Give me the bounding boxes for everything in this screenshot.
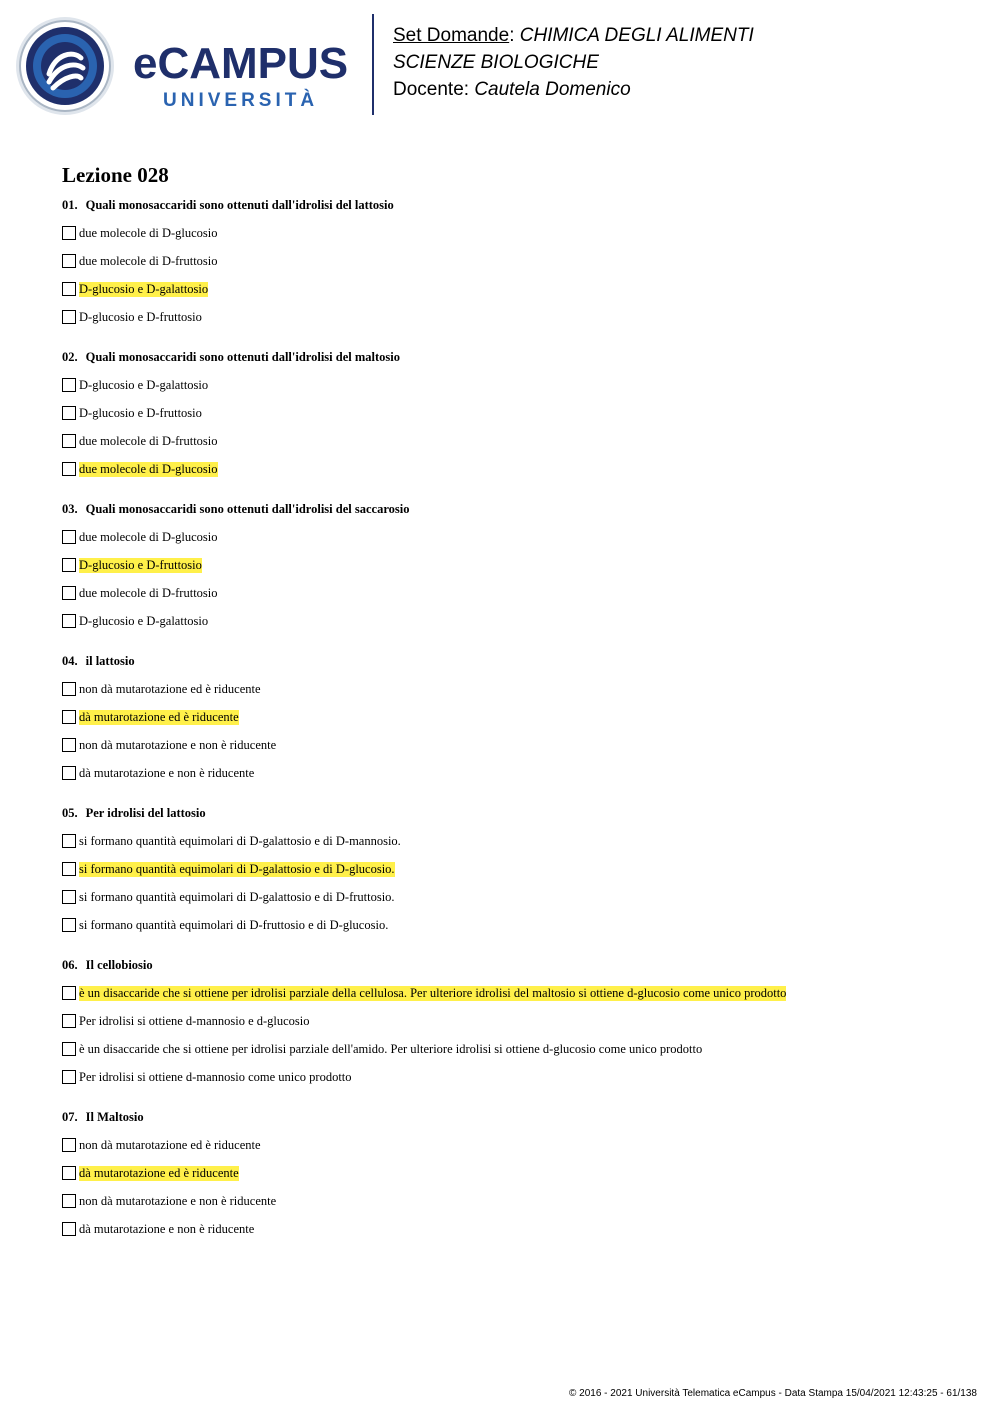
question-text: Per idrolisi del lattosio	[85, 806, 206, 820]
answer-text: D-glucosio e D-galattosio	[79, 377, 209, 392]
question-text: Il cellobiosio	[85, 958, 153, 972]
answer-option[interactable]	[62, 883, 962, 911]
answer-checkbox[interactable]	[62, 282, 76, 296]
answer-checkbox[interactable]	[62, 558, 76, 572]
question-title	[62, 652, 962, 670]
question-number: 06.	[62, 958, 78, 972]
answer-checkbox[interactable]	[62, 1070, 76, 1084]
answer-text-correct: D-glucosio e D-fruttosio	[79, 557, 202, 572]
answer-text: non dà mutarotazione ed è riducente	[79, 1137, 261, 1152]
question-title	[62, 348, 962, 366]
answer-checkbox[interactable]	[62, 1222, 76, 1236]
answer-checkbox[interactable]	[62, 226, 76, 240]
set-line	[393, 22, 754, 49]
answer-option[interactable]	[62, 827, 962, 855]
answer-checkbox[interactable]	[62, 682, 76, 696]
ecampus-wordmark-logo	[133, 40, 358, 115]
answer-option[interactable]	[62, 427, 962, 455]
answer-checkbox[interactable]	[62, 614, 76, 628]
question-text: Quali monosaccaridi sono ottenuti dall'idrolisi del lattosio	[85, 198, 394, 212]
answer-checkbox[interactable]	[62, 1138, 76, 1152]
answer-option[interactable]	[62, 1035, 962, 1063]
question-title	[62, 500, 962, 518]
answer-option[interactable]	[62, 455, 962, 483]
answer-option[interactable]	[62, 551, 962, 579]
answer-checkbox[interactable]	[62, 1042, 76, 1056]
answer-checkbox[interactable]	[62, 918, 76, 932]
answer-checkbox[interactable]	[62, 254, 76, 268]
question-list	[62, 196, 962, 1243]
answer-checkbox[interactable]	[62, 586, 76, 600]
answer-checkbox[interactable]	[62, 766, 76, 780]
answer-text: Per idrolisi si ottiene d-mannosio come unico prodotto	[79, 1069, 352, 1084]
answer-option[interactable]	[62, 1159, 962, 1187]
answer-checkbox[interactable]	[62, 1014, 76, 1028]
answer-checkbox[interactable]	[62, 406, 76, 420]
teacher-label: Docente:	[393, 79, 475, 100]
header-info	[393, 22, 754, 103]
header-divider	[372, 14, 374, 115]
answer-option[interactable]	[62, 303, 962, 331]
logo-brand-text: eCAMPUS	[133, 40, 349, 88]
question	[62, 804, 962, 939]
answer-option[interactable]	[62, 275, 962, 303]
answer-checkbox[interactable]	[62, 738, 76, 752]
logo-sub-text: UNIVERSITÀ	[163, 90, 319, 111]
answer-checkbox[interactable]	[62, 710, 76, 724]
question	[62, 652, 962, 787]
answer-text: si formano quantità equimolari di D-galattosio e di D-mannosio.	[79, 833, 401, 848]
answer-text-correct: dà mutarotazione ed è riducente	[79, 709, 239, 724]
answer-checkbox[interactable]	[62, 862, 76, 876]
answer-option[interactable]	[62, 219, 962, 247]
answer-text: non dà mutarotazione e non è riducente	[79, 1193, 277, 1208]
answer-text-correct: D-glucosio e D-galattosio	[79, 281, 209, 296]
question-text: il lattosio	[85, 654, 135, 668]
answer-checkbox[interactable]	[62, 530, 76, 544]
course-name: CHIMICA DEGLI ALIMENTI	[519, 25, 754, 46]
answer-text-correct: è un disaccaride che si ottiene per idrolisi parziale della cellulosa. Per ulteriore idrolisi del maltosio si ottiene d-glucosio come unico prodotto	[79, 985, 787, 1000]
answer-text: due molecole di D-fruttosio	[79, 433, 218, 448]
question	[62, 348, 962, 483]
answer-option[interactable]	[62, 1215, 962, 1243]
answer-checkbox[interactable]	[62, 434, 76, 448]
answer-checkbox[interactable]	[62, 378, 76, 392]
answer-text: due molecole di D-fruttosio	[79, 585, 218, 600]
question-number: 07.	[62, 1110, 78, 1124]
answer-option[interactable]	[62, 399, 962, 427]
teacher-name: Cautela Domenico	[474, 79, 631, 100]
question-title	[62, 196, 962, 214]
answer-checkbox[interactable]	[62, 1194, 76, 1208]
answer-text: due molecole di D-glucosio	[79, 529, 218, 544]
answer-option[interactable]	[62, 675, 962, 703]
answer-option[interactable]	[62, 1063, 962, 1091]
question	[62, 500, 962, 635]
question-text: Quali monosaccaridi sono ottenuti dall'idrolisi del saccarosio	[85, 502, 410, 516]
answer-option[interactable]	[62, 731, 962, 759]
answer-option[interactable]	[62, 1131, 962, 1159]
question-title	[62, 1108, 962, 1126]
answer-text: dà mutarotazione e non è riducente	[79, 1221, 255, 1236]
answer-text: due molecole di D-fruttosio	[79, 253, 218, 268]
set-label: Set Domande	[393, 25, 510, 46]
question	[62, 956, 962, 1091]
teacher-line	[393, 76, 754, 103]
answer-checkbox[interactable]	[62, 834, 76, 848]
answer-option[interactable]	[62, 607, 962, 635]
answer-checkbox[interactable]	[62, 462, 76, 476]
answer-option[interactable]	[62, 1007, 962, 1035]
answer-option[interactable]	[62, 247, 962, 275]
answer-option[interactable]	[62, 979, 962, 1007]
answer-checkbox[interactable]	[62, 310, 76, 324]
answer-text-correct: si formano quantità equimolari di D-galattosio e di D-glucosio.	[79, 861, 395, 876]
answer-option[interactable]	[62, 911, 962, 939]
answer-option[interactable]	[62, 371, 962, 399]
answer-checkbox[interactable]	[62, 890, 76, 904]
faculty-name: SCIENZE BIOLOGICHE	[393, 52, 599, 73]
answer-text: D-glucosio e D-fruttosio	[79, 309, 202, 324]
answer-option[interactable]	[62, 1187, 962, 1215]
answer-option[interactable]	[62, 703, 962, 731]
answer-text: è un disaccaride che si ottiene per idrolisi parziale dell'amido. Per ulteriore idrolisi si ottiene d-glucosio come unico prodotto	[79, 1041, 703, 1056]
answer-text: Per idrolisi si ottiene d-mannosio e d-glucosio	[79, 1013, 310, 1028]
page-footer: © 2016 - 2021 Università Telematica eCampus - Data Stampa 15/04/2021 12:43:25 - 61/138	[569, 1388, 977, 1399]
question	[62, 1108, 962, 1243]
lesson-title: Lezione 028	[62, 163, 169, 187]
question-title	[62, 804, 962, 822]
page-header	[0, 0, 1000, 130]
answer-text-correct: dà mutarotazione ed è riducente	[79, 1165, 239, 1180]
answer-option[interactable]	[62, 855, 962, 883]
answer-text: si formano quantità equimolari di D-fruttosio e di D-glucosio.	[79, 917, 389, 932]
question-number: 02.	[62, 350, 78, 364]
question-title	[62, 956, 962, 974]
answer-text-correct: due molecole di D-glucosio	[79, 461, 218, 476]
main-content	[62, 162, 962, 1260]
answer-text: due molecole di D-glucosio	[79, 225, 218, 240]
answer-text: non dà mutarotazione ed è riducente	[79, 681, 261, 696]
answer-text: si formano quantità equimolari di D-galattosio e di D-fruttosio.	[79, 889, 395, 904]
question-text: Il Maltosio	[85, 1110, 144, 1124]
question-number: 05.	[62, 806, 78, 820]
question	[62, 196, 962, 331]
ecampus-seal-logo	[15, 16, 115, 116]
answer-text: D-glucosio e D-galattosio	[79, 613, 209, 628]
answer-text: dà mutarotazione e non è riducente	[79, 765, 255, 780]
answer-option[interactable]	[62, 523, 962, 551]
answer-checkbox[interactable]	[62, 1166, 76, 1180]
answer-text: D-glucosio e D-fruttosio	[79, 405, 202, 420]
answer-option[interactable]	[62, 759, 962, 787]
answer-option[interactable]	[62, 579, 962, 607]
question-number: 04.	[62, 654, 78, 668]
answer-checkbox[interactable]	[62, 986, 76, 1000]
answer-text: non dà mutarotazione e non è riducente	[79, 737, 277, 752]
set-separator: :	[509, 25, 520, 46]
question-text: Quali monosaccaridi sono ottenuti dall'idrolisi del maltosio	[85, 350, 401, 364]
question-number: 01.	[62, 198, 78, 212]
question-number: 03.	[62, 502, 78, 516]
